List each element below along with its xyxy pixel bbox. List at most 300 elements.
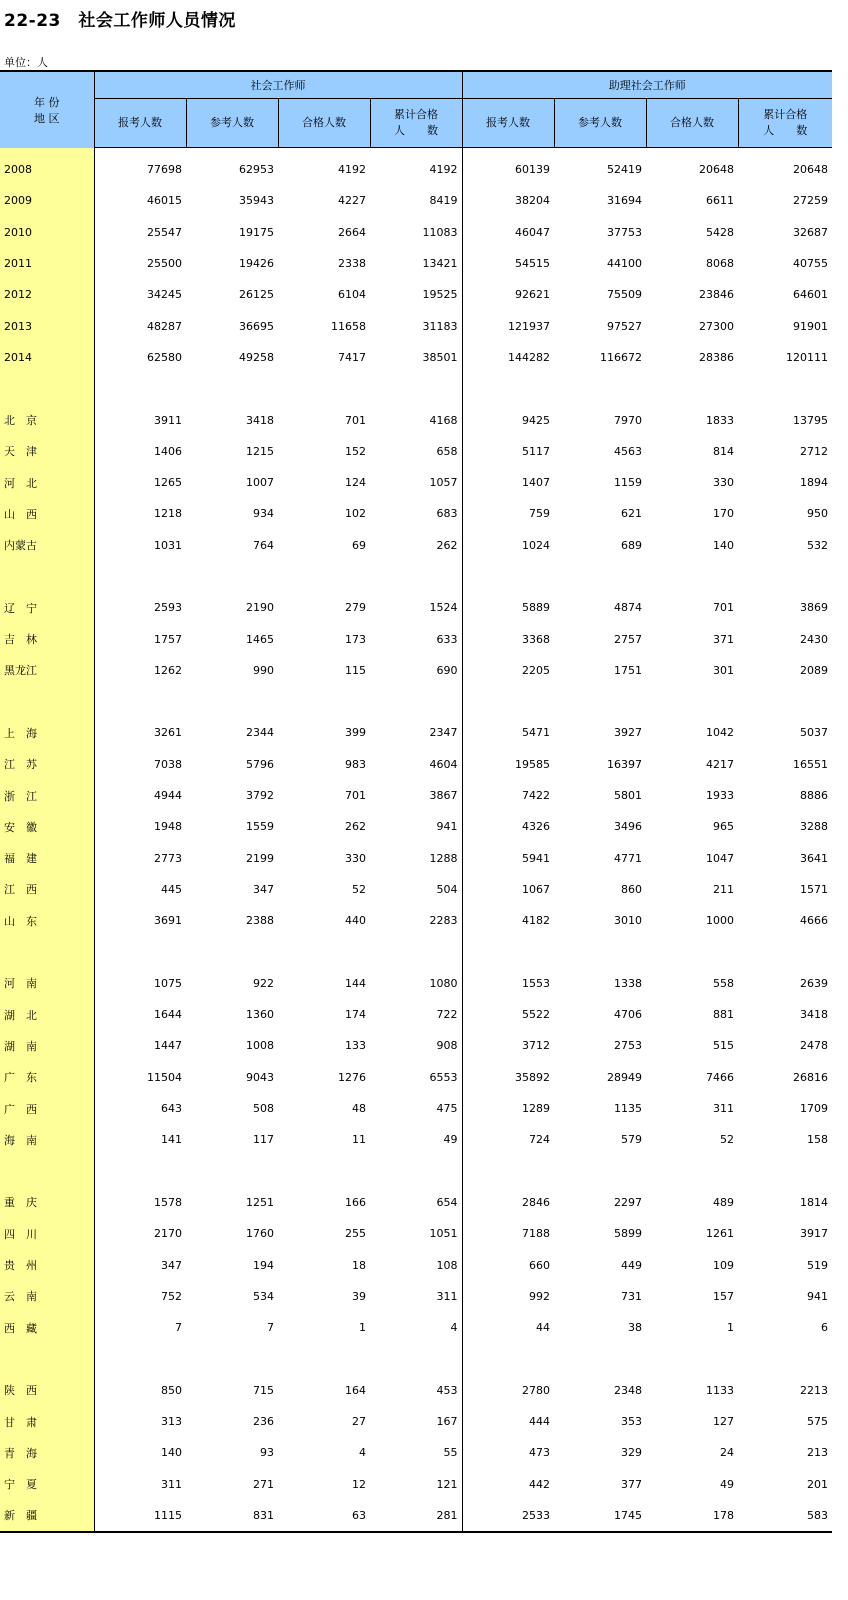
value-cell: 25500 (147, 257, 182, 271)
value-cell: 752 (161, 1289, 182, 1303)
table-row (0, 1468, 832, 1499)
value-cell: 1933 (706, 789, 734, 803)
value-cell: 27300 (699, 319, 734, 333)
value-cell: 3261 (154, 726, 182, 740)
row-label: 广 东 (0, 1062, 94, 1093)
value-cell: 689 (621, 538, 642, 552)
table-row (0, 749, 832, 780)
value-cell: 7417 (338, 350, 366, 364)
table-row (0, 498, 832, 529)
value-cell: 399 (345, 726, 366, 740)
table-row (0, 1187, 832, 1218)
gap-cell (370, 936, 462, 967)
value-cell: 49 (720, 1477, 734, 1491)
value-cell: 281 (370, 1500, 462, 1532)
value-cell: 2213 (800, 1383, 828, 1397)
value-cell: 1 (359, 1321, 366, 1335)
table-row (0, 436, 832, 467)
value-cell: 52 (720, 1133, 734, 1147)
value-cell: 109 (713, 1258, 734, 1272)
value-cell: 3010 (614, 914, 642, 928)
group-gap-row (0, 686, 832, 717)
value-cell: 1031 (154, 538, 182, 552)
gap-cell (278, 1156, 370, 1187)
row-label: 2014 (0, 342, 94, 373)
value-cell: 1524 (429, 601, 458, 615)
value-cell: 2757 (614, 632, 642, 646)
value-cell: 236 (253, 1415, 274, 1429)
gap-cell (554, 1156, 646, 1187)
value-cell: 157 (713, 1289, 734, 1303)
value-cell: 4217 (706, 757, 734, 771)
value-cell: 1051 (429, 1227, 458, 1241)
value-cell: 764 (253, 538, 274, 552)
value-cell: 515 (713, 1039, 734, 1053)
gap-cell (370, 1343, 462, 1374)
col-examinees-assistant: 参考人数 (554, 99, 646, 148)
value-cell: 1751 (614, 663, 642, 677)
value-cell: 4944 (154, 789, 182, 803)
value-cell: 46047 (462, 217, 554, 248)
gap-cell (278, 561, 370, 592)
value-cell: 633 (436, 632, 458, 646)
value-cell: 7970 (614, 413, 642, 427)
value-cell: 654 (436, 1195, 458, 1209)
col-cumulative-line2: 人 数 (394, 124, 438, 137)
value-cell: 19426 (239, 257, 274, 271)
value-cell: 1133 (706, 1383, 734, 1397)
row-label: 2009 (0, 185, 94, 216)
value-cell: 167 (436, 1415, 458, 1429)
value-cell: 7422 (462, 780, 554, 811)
value-cell: 19525 (422, 288, 458, 302)
value-cell: 201 (807, 1477, 828, 1491)
value-cell: 166 (345, 1195, 366, 1209)
row-label: 上 海 (0, 717, 94, 748)
value-cell: 77698 (147, 163, 182, 177)
data-table-container (0, 70, 832, 1533)
value-cell: 4771 (614, 851, 642, 865)
table-row (0, 248, 832, 279)
col-cumulative-line1-assistant: 累计合格 (763, 108, 808, 121)
table-row (0, 1124, 832, 1155)
gap-label-cell (0, 686, 94, 717)
gap-cell (370, 1156, 462, 1187)
gap-cell (186, 373, 278, 404)
value-cell: 3927 (614, 726, 642, 740)
value-cell: 127 (713, 1415, 734, 1429)
value-cell: 121937 (462, 310, 554, 341)
value-cell: 116672 (600, 350, 642, 364)
gap-cell (94, 373, 186, 404)
value-cell: 170 (713, 507, 734, 521)
value-cell: 117 (253, 1133, 274, 1147)
value-cell: 38204 (462, 185, 554, 216)
value-cell: 271 (253, 1477, 274, 1491)
value-cell: 2846 (462, 1187, 554, 1218)
value-cell: 1894 (800, 476, 828, 490)
value-cell: 4192 (338, 163, 366, 177)
value-cell: 2753 (614, 1039, 642, 1053)
value-cell: 39 (352, 1289, 366, 1303)
row-label: 宁 夏 (0, 1468, 94, 1499)
row-label: 海 南 (0, 1124, 94, 1155)
value-cell: 44100 (607, 257, 642, 271)
value-cell: 52419 (607, 163, 642, 177)
col-applicants-assistant: 报考人数 (462, 99, 554, 148)
value-cell: 2639 (800, 976, 828, 990)
value-cell: 2170 (154, 1227, 182, 1241)
value-cell: 440 (345, 914, 366, 928)
gap-cell (94, 936, 186, 967)
value-cell: 120111 (786, 350, 828, 364)
table-body (0, 148, 832, 1533)
row-label: 湖 北 (0, 999, 94, 1030)
value-cell: 701 (345, 789, 366, 803)
value-cell: 1 (727, 1321, 734, 1335)
group-gap-row (0, 936, 832, 967)
value-cell: 26816 (793, 1070, 828, 1084)
value-cell: 1115 (94, 1500, 186, 1532)
value-cell: 49 (443, 1133, 458, 1147)
group-assistant-social-worker: 助理社会工作师 (462, 71, 832, 99)
value-cell: 16397 (607, 757, 642, 771)
value-cell: 158 (807, 1133, 828, 1147)
gap-cell (370, 686, 462, 717)
value-cell: 69 (352, 538, 366, 552)
value-cell: 311 (436, 1289, 458, 1303)
value-cell: 965 (713, 820, 734, 834)
value-cell: 133 (345, 1039, 366, 1053)
value-cell: 701 (713, 601, 734, 615)
value-cell: 2533 (462, 1500, 554, 1532)
value-cell: 121 (436, 1477, 458, 1491)
value-cell: 12 (352, 1477, 366, 1491)
value-cell: 5801 (614, 789, 642, 803)
value-cell: 213 (807, 1446, 828, 1460)
value-cell: 377 (621, 1477, 642, 1491)
table-row (0, 1312, 832, 1343)
value-cell: 11504 (147, 1070, 182, 1084)
gap-cell (462, 1343, 554, 1374)
value-cell: 683 (436, 507, 458, 521)
gap-cell (738, 1343, 832, 1374)
value-cell: 262 (436, 538, 458, 552)
value-cell: 621 (621, 507, 642, 521)
row-label: 西 藏 (0, 1312, 94, 1343)
gap-cell (462, 373, 554, 404)
table-row (0, 1062, 832, 1093)
value-cell: 31183 (422, 319, 458, 333)
value-cell: 3712 (462, 1030, 554, 1061)
value-cell: 3869 (800, 601, 828, 615)
value-cell: 2348 (614, 1383, 642, 1397)
value-cell: 3867 (429, 789, 458, 803)
gap-cell (94, 561, 186, 592)
value-cell: 1644 (154, 1008, 182, 1022)
row-label: 2013 (0, 310, 94, 341)
value-cell: 519 (807, 1258, 828, 1272)
value-cell: 4192 (429, 163, 458, 177)
value-cell: 46015 (147, 194, 182, 208)
row-label: 山 东 (0, 905, 94, 936)
gap-cell (646, 686, 738, 717)
value-cell: 144 (345, 976, 366, 990)
group-gap-row (0, 1343, 832, 1374)
value-cell: 701 (345, 413, 366, 427)
value-cell: 3917 (800, 1227, 828, 1241)
value-cell: 1948 (154, 820, 182, 834)
value-cell: 178 (646, 1500, 738, 1532)
value-cell: 52 (352, 882, 366, 896)
value-cell: 31694 (607, 194, 642, 208)
value-cell: 2388 (246, 914, 274, 928)
header-corner (0, 71, 94, 148)
value-cell: 534 (253, 1289, 274, 1303)
table-row (0, 154, 832, 185)
value-cell: 1159 (614, 476, 642, 490)
value-cell: 5117 (462, 436, 554, 467)
value-cell: 28386 (699, 350, 734, 364)
value-cell: 1075 (154, 976, 182, 990)
gap-cell (554, 561, 646, 592)
row-label: 湖 南 (0, 1030, 94, 1061)
gap-cell (94, 1156, 186, 1187)
value-cell: 449 (621, 1258, 642, 1272)
value-cell: 1709 (800, 1102, 828, 1116)
table-row (0, 185, 832, 216)
value-cell: 724 (462, 1124, 554, 1155)
value-cell: 54515 (462, 248, 554, 279)
gap-cell (278, 373, 370, 404)
table-row (0, 905, 832, 936)
value-cell: 731 (621, 1289, 642, 1303)
value-cell: 7 (175, 1321, 182, 1335)
value-cell: 6104 (338, 288, 366, 302)
value-cell: 1760 (246, 1227, 274, 1241)
value-cell: 6611 (706, 194, 734, 208)
value-cell: 311 (161, 1477, 182, 1491)
gap-cell (186, 561, 278, 592)
row-label: 天 津 (0, 436, 94, 467)
value-cell: 211 (713, 882, 734, 896)
value-cell: 5428 (706, 225, 734, 239)
value-cell: 1289 (462, 1093, 554, 1124)
value-cell: 40755 (793, 257, 828, 271)
value-cell: 16551 (793, 757, 828, 771)
gap-cell (370, 373, 462, 404)
table-row (0, 530, 832, 561)
row-label: 青 海 (0, 1437, 94, 1468)
value-cell: 19585 (462, 749, 554, 780)
value-cell: 174 (345, 1008, 366, 1022)
value-cell: 1047 (706, 851, 734, 865)
value-cell: 992 (462, 1281, 554, 1312)
value-cell: 2297 (614, 1195, 642, 1209)
value-cell: 4666 (800, 914, 828, 928)
value-cell: 1218 (154, 507, 182, 521)
value-cell: 759 (462, 498, 554, 529)
gap-cell (462, 686, 554, 717)
row-label: 黑龙江 (0, 655, 94, 686)
value-cell: 941 (436, 820, 458, 834)
row-label: 河 南 (0, 968, 94, 999)
row-label: 辽 宁 (0, 592, 94, 623)
value-cell: 1057 (429, 476, 458, 490)
gap-cell (738, 373, 832, 404)
value-cell: 353 (621, 1415, 642, 1429)
value-cell: 7 (267, 1321, 274, 1335)
value-cell: 4563 (614, 444, 642, 458)
value-cell: 26125 (239, 288, 274, 302)
table-row (0, 874, 832, 905)
row-label: 2012 (0, 279, 94, 310)
gap-cell (462, 936, 554, 967)
gap-cell (738, 561, 832, 592)
value-cell: 1215 (246, 444, 274, 458)
value-cell: 504 (436, 882, 458, 896)
gap-cell (186, 936, 278, 967)
value-cell: 3368 (462, 623, 554, 654)
value-cell: 2205 (462, 655, 554, 686)
value-cell: 152 (345, 444, 366, 458)
col-qualified-assistant: 合格人数 (646, 99, 738, 148)
value-cell: 262 (345, 820, 366, 834)
gap-cell (554, 686, 646, 717)
value-cell: 35892 (462, 1062, 554, 1093)
group-gap-row (0, 373, 832, 404)
value-cell: 25547 (147, 225, 182, 239)
gap-cell (278, 686, 370, 717)
value-cell: 950 (807, 507, 828, 521)
value-cell: 2664 (338, 225, 366, 239)
value-cell: 1288 (429, 851, 458, 865)
row-label: 四 川 (0, 1218, 94, 1249)
value-cell: 11083 (422, 225, 458, 239)
value-cell: 194 (253, 1258, 274, 1272)
value-cell: 941 (807, 1289, 828, 1303)
value-cell: 11 (352, 1133, 366, 1147)
table-row (0, 1406, 832, 1437)
value-cell: 5941 (462, 843, 554, 874)
gap-cell (738, 686, 832, 717)
corner-region-label: 地 区 (34, 111, 60, 125)
value-cell: 173 (345, 632, 366, 646)
value-cell: 445 (161, 882, 182, 896)
gap-cell (462, 561, 554, 592)
social-worker-table (0, 70, 832, 1533)
row-label: 安 徽 (0, 811, 94, 842)
row-label: 陕 西 (0, 1375, 94, 1406)
table-row (0, 592, 832, 623)
value-cell: 2478 (800, 1039, 828, 1053)
value-cell: 9425 (462, 404, 554, 435)
value-cell: 1745 (554, 1500, 646, 1532)
value-cell: 55 (443, 1446, 458, 1460)
row-label: 云 南 (0, 1281, 94, 1312)
value-cell: 2773 (154, 851, 182, 865)
group-gap-row (0, 1156, 832, 1187)
value-cell: 1559 (246, 820, 274, 834)
gap-cell (554, 373, 646, 404)
value-cell: 313 (161, 1415, 182, 1429)
value-cell: 4 (359, 1446, 366, 1460)
row-label: 吉 林 (0, 623, 94, 654)
row-label: 浙 江 (0, 780, 94, 811)
value-cell: 2430 (800, 632, 828, 646)
value-cell: 1360 (246, 1008, 274, 1022)
row-label: 江 苏 (0, 749, 94, 780)
value-cell: 36695 (239, 319, 274, 333)
value-cell: 1447 (154, 1039, 182, 1053)
value-cell: 164 (345, 1383, 366, 1397)
value-cell: 658 (436, 444, 458, 458)
value-cell: 92621 (462, 279, 554, 310)
table-row (0, 1030, 832, 1061)
row-label: 新 疆 (0, 1500, 94, 1532)
gap-cell (462, 1156, 554, 1187)
value-cell: 38501 (422, 350, 458, 364)
value-cell: 18 (352, 1258, 366, 1272)
value-cell: 1007 (246, 476, 274, 490)
value-cell: 32687 (793, 225, 828, 239)
value-cell: 62953 (239, 163, 274, 177)
gap-label-cell (0, 373, 94, 404)
value-cell: 3641 (800, 851, 828, 865)
gap-cell (186, 686, 278, 717)
table-row (0, 623, 832, 654)
table-row (0, 780, 832, 811)
value-cell: 5899 (614, 1227, 642, 1241)
table-row (0, 1437, 832, 1468)
value-cell: 1406 (154, 444, 182, 458)
value-cell: 20648 (699, 163, 734, 177)
gap-cell (554, 936, 646, 967)
value-cell: 1757 (154, 632, 182, 646)
value-cell: 28949 (607, 1070, 642, 1084)
value-cell: 37753 (607, 225, 642, 239)
gap-cell (554, 1343, 646, 1374)
value-cell: 60139 (462, 154, 554, 185)
row-label: 广 西 (0, 1093, 94, 1124)
value-cell: 444 (462, 1406, 554, 1437)
value-cell: 2712 (800, 444, 828, 458)
value-cell: 881 (713, 1008, 734, 1022)
value-cell: 27259 (793, 194, 828, 208)
value-cell: 5796 (246, 757, 274, 771)
value-cell: 8419 (429, 194, 458, 208)
gap-cell (94, 686, 186, 717)
value-cell: 347 (253, 882, 274, 896)
value-cell: 1008 (246, 1039, 274, 1053)
value-cell: 1407 (462, 467, 554, 498)
value-cell: 63 (278, 1500, 370, 1532)
value-cell: 532 (807, 538, 828, 552)
value-cell: 990 (253, 663, 274, 677)
row-label: 重 庆 (0, 1187, 94, 1218)
gap-cell (370, 561, 462, 592)
value-cell: 8886 (800, 789, 828, 803)
table-row (0, 404, 832, 435)
value-cell: 102 (345, 507, 366, 521)
value-cell: 3911 (154, 413, 182, 427)
value-cell: 13421 (422, 257, 458, 271)
value-cell: 4874 (614, 601, 642, 615)
table-row (0, 968, 832, 999)
group-gap-row (0, 561, 832, 592)
value-cell: 2338 (338, 257, 366, 271)
value-cell: 4182 (462, 905, 554, 936)
